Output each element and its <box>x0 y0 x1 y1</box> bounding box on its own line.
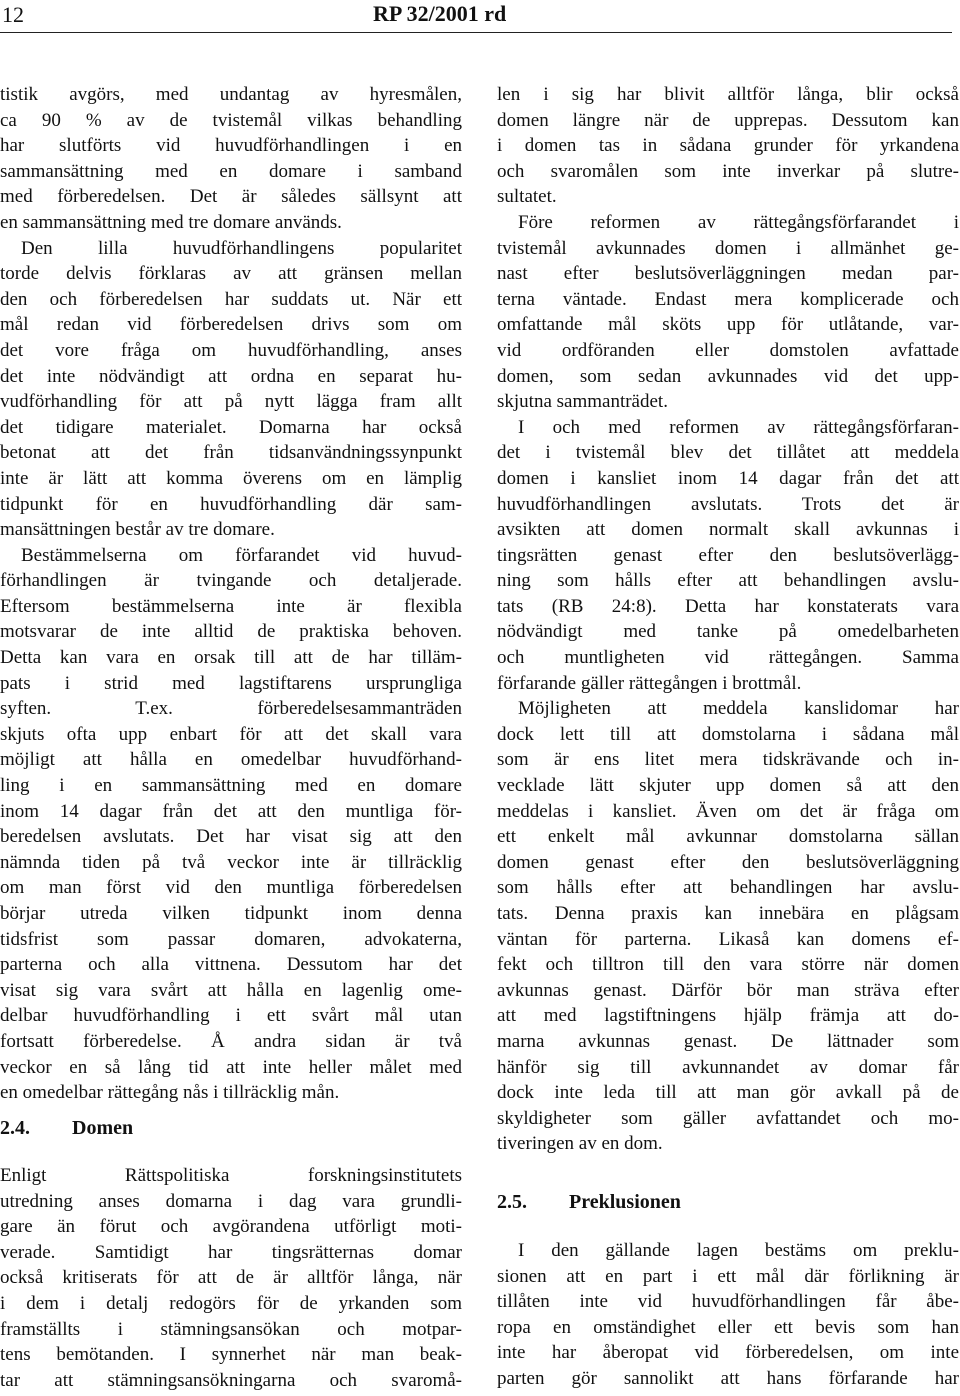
text-line: visat sig vara svårt att hålla en lagenlig ome- <box>0 979 462 1001</box>
text-line: sultatet. <box>497 186 557 208</box>
text-line: domen längre när de upprepas. Dessutom kan <box>497 109 959 131</box>
left-paragraph-3 <box>0 1163 462 1393</box>
text-line: dock inte leda till att man gör avkall på de <box>497 1082 959 1104</box>
text-line: avsikten att domen normalt skall avkunnas i <box>497 519 959 541</box>
text-line: Enligt Rättspolitiska forskningsinstitutets <box>0 1165 462 1186</box>
text-line: har slutförts vid huvudförhandlingen i en <box>0 135 462 157</box>
text-line: väntan för parterna. Likaså kan domens ef- <box>497 928 959 950</box>
text-line: ett enkelt mål avkunnar domstolarna sällan <box>497 826 959 848</box>
text-line: det inte nödvändigt att ordna en separat hu- <box>0 365 462 387</box>
text-line: mål redan vid förberedelsen drivs som om <box>0 314 462 336</box>
text-line: I och med reformen av rättegångsförfaran- <box>518 416 959 438</box>
text-line: också kritiserats för att de är alltför långa, när <box>0 1267 462 1289</box>
text-line: inte har åberopat vid förberedelsen, om inte <box>497 1342 959 1364</box>
text-line: veckor en så lång tid att inte heller målet med <box>0 1056 462 1078</box>
text-line: med förberedelsen. Det är således sällsynt att <box>0 186 462 208</box>
text-line: Möjligheten att meddela kanslidomar har <box>518 698 959 720</box>
text-line: sammansättning med en domare i samband <box>0 160 462 182</box>
right-paragraph-3 <box>497 415 959 697</box>
text-line: tistik avgörs, med undantag av hyresmålen, <box>0 84 462 105</box>
text-line: len i sig har blivit alltför långa, blir också <box>497 84 959 105</box>
text-line: tvistemål avkunnades domen i allmänhet ge- <box>497 237 959 259</box>
header-rule <box>0 32 952 33</box>
text-line: som hålls efter att behandlingen har avslu- <box>497 877 959 899</box>
text-line: meddelas i kansliet. Även om det är fråga om <box>497 800 959 822</box>
text-line: inte är lätt att komma överens om en lämplig <box>0 467 462 489</box>
text-line: nast efter beslutsöverläggningen medan par- <box>497 263 959 285</box>
section-heading-2-4 <box>0 1117 133 1140</box>
text-line: nämnda tiden på två veckor inte är tillräcklig <box>0 851 462 873</box>
text-line: huvudförhandlingen avslutats. Trots det är <box>497 493 959 515</box>
text-line: verade. Samtidigt har tingsrätternas domar <box>0 1241 462 1263</box>
text-line: delbar huvudförhandling i ett svårt mål utan <box>0 1005 462 1027</box>
text-line: syften. T.ex. förberedelsesammanträden <box>0 698 462 720</box>
text-line: en omedelbar rättegång nås i tillräcklig mån. <box>0 1082 340 1104</box>
text-line: utredning anses domarna i dag vara grundli- <box>0 1190 462 1212</box>
text-line: tingsrätten genast efter den beslutsöverlägg- <box>497 544 959 566</box>
text-line: ning som hålls efter att behandlingen avslu- <box>497 570 959 592</box>
right-column-lower <box>497 1238 959 1392</box>
text-line: Den lilla huvudförhandlingens popularitet <box>21 237 462 259</box>
text-line: Före reformen av rättegångsförfarandet i <box>518 211 959 233</box>
right-paragraph-2 <box>497 210 959 415</box>
text-line: terna väntade. Endast mera komplicerade och <box>497 288 959 310</box>
text-line: omfattande mål sköts upp för utlåtande, var- <box>497 314 959 336</box>
text-line: om man först vid den muntliga förberedelsen <box>0 877 462 899</box>
text-line: det i tvistemål blev det tillåtet att meddela <box>497 442 959 464</box>
text-line: skjuts ofta upp enbart för att det skall vara <box>0 723 462 745</box>
text-line: det vore fråga om huvudförhandling, anses <box>0 339 462 361</box>
text-line: att med lagstiftningens hjälp främja att do- <box>497 1005 959 1027</box>
text-line: en sammansättning med tre domare används. <box>0 211 342 233</box>
text-line: tats. Denna praxis kan innebära en plågsam <box>497 903 959 924</box>
left-column-lower <box>0 1163 462 1393</box>
text-line: beredelsen avslutats. Det har visat sig att den <box>0 826 462 848</box>
right-column-upper <box>497 82 959 1157</box>
text-line: tar att stämningsansökningarna och svaromå- <box>0 1369 462 1391</box>
text-line: pats i strid med lagstiftarens ursprungliga <box>0 672 462 694</box>
text-line: möjligt att hålla en omedelbar huvudförhand- <box>0 749 462 771</box>
text-line: domen i kansliet inom 14 dagar från det att <box>497 467 959 489</box>
text-line: inom 14 dagar från det att den muntliga för- <box>0 800 462 822</box>
text-line: tiveringen av en dom. <box>497 1133 663 1155</box>
text-line: tillåten inte vid huvudförhandlingen får åbe- <box>497 1291 959 1313</box>
text-line: ca 90 % av de tvistemål vilkas behandling <box>0 109 462 131</box>
text-line: vudförhandling för att på nytt lägga fram allt <box>0 391 462 413</box>
text-line: tidpunkt för en huvudförhandling där sam- <box>0 493 462 515</box>
page-header <box>0 0 960 40</box>
text-line: parten gör sannolikt att hans förfarande har <box>497 1367 959 1389</box>
section-number: 2.5. <box>497 1191 527 1213</box>
text-line: tats (RB 24:8). Detta har konstaterats vara <box>497 595 959 617</box>
text-line: Eftersom bestämmelserna inte är flexibla <box>0 595 462 617</box>
left-column-upper <box>0 82 462 1106</box>
text-line: gare än förut och avgörandena utförligt moti- <box>0 1216 462 1238</box>
text-line: mansättningen består av tre domare. <box>0 519 275 541</box>
text-line: Detta kan vara en orsak till att de har tilläm- <box>0 647 462 669</box>
text-line: betonat att det från tidsanvändningssynpunkt <box>0 442 462 464</box>
text-line: och svaromålen som inte inverkar på slutre- <box>497 160 959 182</box>
text-line: avkunnas genast. Därför bör man sträva efter <box>497 979 959 1001</box>
text-line: fekt och tilltron till den vara större när domen <box>497 954 959 976</box>
text-line: dock lett till att domstolarna i sådana mål <box>497 723 959 745</box>
text-line: parterna och alla vittnena. Dessutom har det <box>0 954 462 976</box>
text-line: I den gällande lagen bestäms om preklu- <box>518 1240 959 1261</box>
text-line: i dem i detalj redogörs för de yrkanden som <box>0 1292 462 1314</box>
text-line: i domen tas in sådana grunder för yrkandena <box>497 135 959 157</box>
text-line: vecklade lätt skjuter upp domen så att den <box>497 775 959 797</box>
text-line: framställts i stämningsansökan och motpar- <box>0 1318 462 1340</box>
text-line: tens bemötanden. I synnerhet när man beak- <box>0 1344 462 1366</box>
section-heading-2-5 <box>497 1191 681 1214</box>
text-line: marna avkunnas genast. De lättnader som <box>497 1030 959 1052</box>
left-paragraph-2 <box>0 543 462 1106</box>
text-line: tidsfrist som passar domaren, advokaterna, <box>0 928 462 950</box>
text-line: ropa en omständighet eller ett bevis som han <box>497 1316 959 1338</box>
text-line: förhandlingen är tvingande och detaljerade. <box>0 570 462 592</box>
section-title: Preklusionen <box>569 1191 681 1213</box>
right-paragraph-4 <box>497 696 959 1157</box>
text-line: domen, som sedan avkunnades vid det upp- <box>497 365 959 387</box>
text-line: Bestämmelserna om förfarandet vid huvud- <box>21 544 462 566</box>
text-line: skyldigheter som gäller avfattandet och mo- <box>497 1107 959 1129</box>
text-line: skjutna sammanträdet. <box>497 391 668 413</box>
text-line: nödvändigt med tanke på omedelbarheten <box>497 621 959 643</box>
text-line: fortsatt förberedelse. Å andra sidan är två <box>0 1030 462 1052</box>
section-title: Domen <box>72 1117 134 1139</box>
document-reference: RP 32/2001 rd <box>373 1 507 26</box>
text-line: motsvarar de inte alltid de praktiska behoven. <box>0 621 462 643</box>
text-line: börjar utreda vilken tidpunkt inom denna <box>0 903 462 924</box>
text-line: hänför sig till avkunnandet av domar får <box>497 1056 959 1078</box>
right-paragraph-1 <box>497 82 959 210</box>
section-number: 2.4. <box>0 1117 30 1139</box>
text-line: torde delvis förklaras av att gränsen mellan <box>0 263 462 285</box>
text-line: vid ordföranden eller domstolen avfattade <box>497 339 959 361</box>
text-line: det tidigare materialet. Domarna har också <box>0 416 462 438</box>
right-paragraph-5 <box>497 1238 959 1392</box>
text-line: och muntligheten vid rättegången. Samma <box>497 647 959 669</box>
text-line: som är ens litet mera tidskrävande och in- <box>497 749 959 771</box>
page-number: 12 <box>2 2 24 27</box>
text-line: den och förberedelsen har suddats ut. När ett <box>0 288 462 310</box>
text-line: förfarande gäller rättegången i brottmål. <box>497 672 802 694</box>
text-line: sionen att en part i ett mål där förlikning är <box>497 1265 959 1287</box>
left-paragraph-1 <box>0 82 462 543</box>
text-line: domen genast efter den beslutsöverläggning <box>497 851 959 873</box>
text-line: ling i en sammansättning med en domare <box>0 775 462 797</box>
